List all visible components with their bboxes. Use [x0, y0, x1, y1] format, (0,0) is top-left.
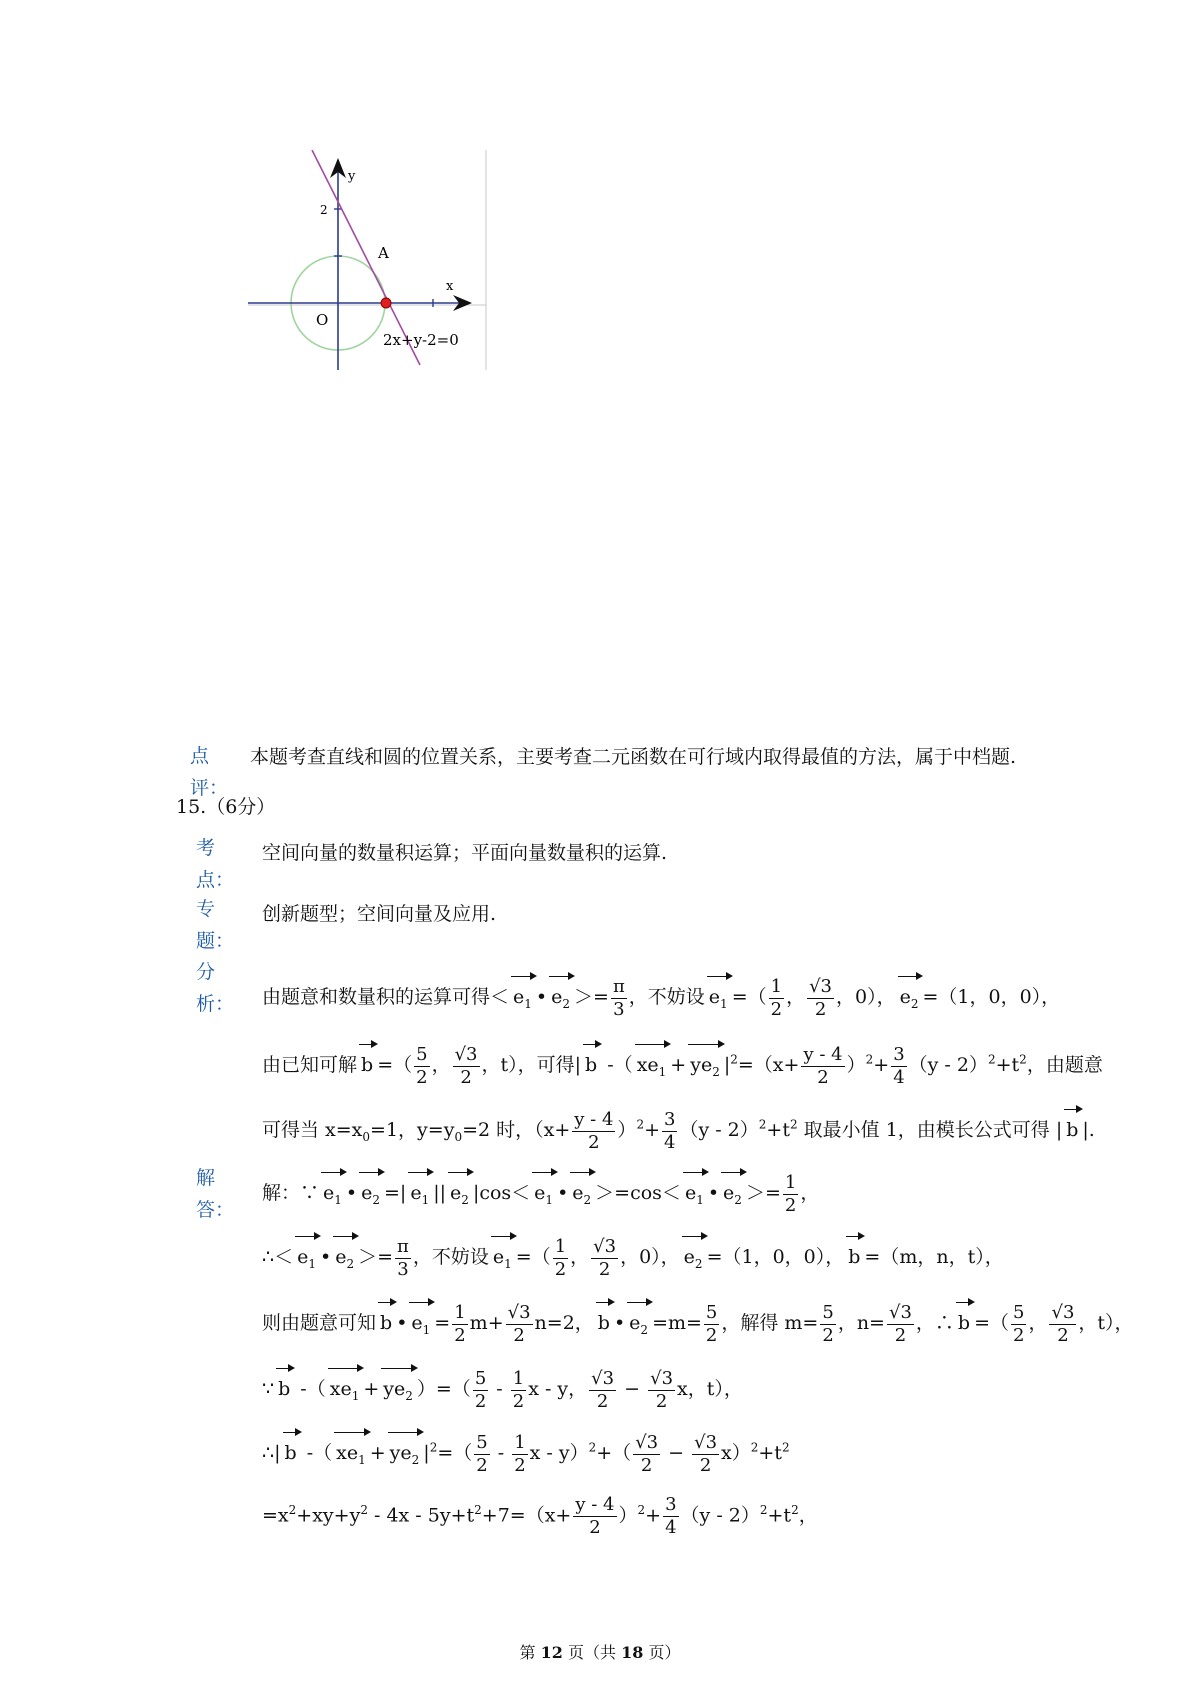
- comment-label: 点 评：: [190, 745, 229, 799]
- question-number: 15.（6分）: [176, 796, 276, 818]
- kaodian-text: 空间向量的数量积运算；平面向量数量积的运算.: [262, 842, 668, 864]
- fenxi-line-1: 由题意和数量积的运算可得＜ $e_1$ • $e_2$ ＞= $\frac{\pi}{3}$ ，不妨设 $e_1$ =（ $\frac{1}{2}$ ， $\frac{√3}{2}$ ，0）， $e_2 =(1$，0，0），: [262, 972, 1060, 1021]
- point-a-label: A: [378, 244, 389, 262]
- axis-y-label: y: [348, 169, 356, 184]
- coordinate-figure: [248, 150, 488, 370]
- footer-total: 18: [621, 1643, 644, 1662]
- figure-svg: [248, 150, 488, 370]
- footer-mid: 页（共: [567, 1643, 616, 1662]
- zhuanti-text: 创新题型；空间向量及应用.: [262, 903, 497, 925]
- tick-y-label: 2: [320, 203, 328, 217]
- page-footer: [0, 1640, 1200, 1663]
- jieda-line-3: 则由题意可知 b • $e_1$ = $\frac{1}{2}$ m+ $\frac{√3}{2}$ n=2， b • $e_2 =m=$ $\frac{5}{2}$ ，解得 m= $\frac{5}{2}$ ，n= $\frac{√3}{2}$ ，∴ b =（ $\frac{5}{2}$ ， $\frac{√3}{2}$ ，t），: [262, 1298, 1134, 1347]
- jieda-line-2: ∴＜ $e_1$ • $e_2$ ＞= $\frac{\pi}{3}$ ，不妨设 $e_1$ =（ $\frac{1}{2}$ ， $\frac{√3}{2}$ ，0）， $e_2 =(1$，0，0）， b =（m，n，t），: [262, 1232, 1004, 1281]
- footer-post: 页）: [648, 1643, 681, 1662]
- jieda-line-4: ∵ b -（ $xe_1 + ye_2$ ）=（ $\frac{5}{2}$ - $\frac{1}{2}$ x - y， $\frac{√3}{2}$ − $\frac{√3}{2}$ x，t），: [262, 1364, 743, 1413]
- jieda-line-1: 解：∵ $e_1$ • $e_2$ =| $e_1$ || $e_2$ $|\cos< e_1$ • $e_2 >=\cos< e_1$ • $e_2$ ＞= $\frac{1}{2}$ ，: [262, 1168, 819, 1217]
- origin-label: O: [316, 311, 329, 329]
- jieda-line-5: ∴| b -（ $xe_1 + ye_2$ $|^2=$（ $\frac{5}{2}$ - $\frac{1}{2}$ x - y）$^2$+（ $\frac{√3}{2}$ − $\frac{√3}{2}$ $x)^2+t^2$: [262, 1428, 790, 1477]
- fenxi-line-3: 可得当 $x=x_0=1$，$y=y_0=2$ 时，（x+ $\frac{y - 4}{2}$ ）$^2$+ $\frac{3}{4}$ $(y - 2)^2+t^2$ 取最小值 1，由模长公式可得 | b |.: [262, 1105, 1095, 1154]
- axis-x-label: x: [446, 279, 454, 294]
- footer-pre: 第: [519, 1643, 536, 1662]
- fenxi-label: 分 析：: [196, 961, 235, 1015]
- jieda-label: 解 答：: [196, 1167, 235, 1221]
- comment-text: 本题考查直线和圆的位置关系，主要考查二元函数在可行域内取得最值的方法，属于中档题.: [250, 746, 1017, 768]
- fenxi-line-2: 由已知可解 b =（ $\frac{5}{2}$ ， $\frac{√3}{2}$ ，t），可得| b -（ $xe_1 + ye_2$ $|^2=(x+$ $\frac{y - 4}{2}$ ）$^2$+ $\frac{3}{4}$ $(y - 2)^2+t^2$，由题意: [262, 1040, 1103, 1089]
- line-equation-label: 2x+y-2=0: [383, 331, 459, 349]
- point-a-dot: [381, 298, 391, 308]
- kaodian-label: 考 点：: [196, 837, 235, 891]
- footer-page: 12: [540, 1643, 563, 1662]
- jieda-line-6: $=x^2+xy+y^2 - 4x - 5y+t^2+7=(x+$ $\frac{y - 4}{2}$ ）$^2$+ $\frac{3}{4}$ $(y - 2)^2+t^2$，: [262, 1494, 818, 1538]
- zhuanti-label: 专 题：: [196, 898, 235, 952]
